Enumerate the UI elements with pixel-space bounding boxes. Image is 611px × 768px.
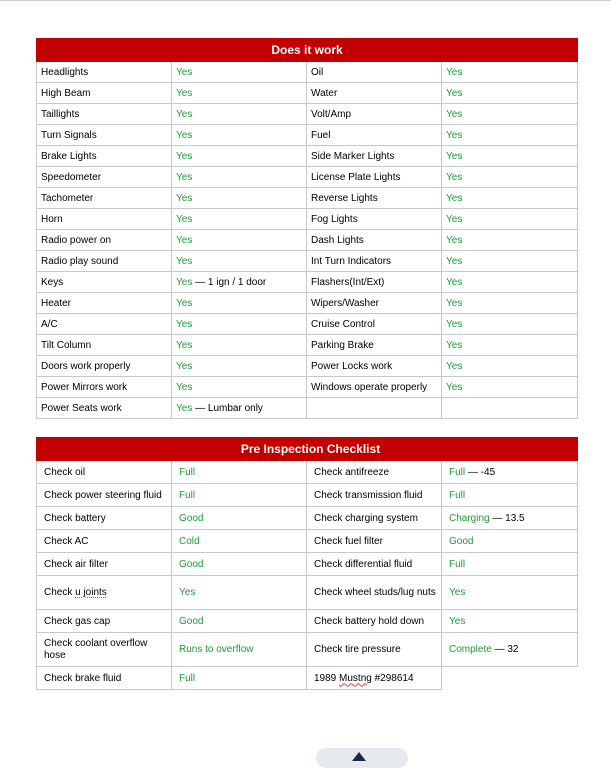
item-status: Yes xyxy=(172,146,307,167)
item-label: Water xyxy=(307,83,442,104)
check-label: Check oil xyxy=(37,461,172,484)
table-row xyxy=(37,83,578,104)
table-row xyxy=(37,104,578,125)
item-label: License Plate Lights xyxy=(307,167,442,188)
item-label: Turn Signals xyxy=(37,125,172,146)
table-row xyxy=(37,125,578,146)
item-label: Heater xyxy=(37,293,172,314)
check-result: Yes xyxy=(442,576,578,610)
pre-inspection-title: Pre Inspection Checklist xyxy=(37,438,578,461)
table-row xyxy=(37,633,578,667)
item-note: — 1 ign / 1 door xyxy=(192,276,267,288)
check-label: Check battery xyxy=(37,507,172,530)
item-label: High Beam xyxy=(37,83,172,104)
table-row xyxy=(37,610,578,633)
item-label: Wipers/Washer xyxy=(307,293,442,314)
item-status: Yes xyxy=(172,125,307,146)
item-status: Yes xyxy=(442,146,578,167)
check-result: Good xyxy=(172,507,307,530)
check-result: Yes xyxy=(442,610,578,633)
check-result: Full xyxy=(172,667,307,690)
table-row xyxy=(37,461,578,484)
item-status: Yes xyxy=(442,293,578,314)
table-row xyxy=(37,530,578,553)
item-status: Yes xyxy=(172,104,307,125)
vehicle-number: #298614 xyxy=(371,672,414,684)
item-label: Oil xyxy=(307,62,442,83)
check-label: Check battery hold down xyxy=(307,610,442,633)
item-status: Yes xyxy=(172,335,307,356)
item-label: Radio power on xyxy=(37,230,172,251)
does-it-work-title: Does it work xyxy=(37,39,578,62)
empty-cell xyxy=(442,667,578,690)
item-status: Yes xyxy=(442,188,578,209)
item-status: Yes xyxy=(172,293,307,314)
table-row xyxy=(37,507,578,530)
item-status: Yes xyxy=(442,83,578,104)
table-row xyxy=(37,314,578,335)
item-status: Yes xyxy=(442,272,578,293)
check-result-cell xyxy=(442,507,578,530)
table-row xyxy=(37,230,578,251)
check-label: Check differential fluid xyxy=(307,553,442,576)
table-row xyxy=(37,146,578,167)
table-row xyxy=(37,167,578,188)
table-row xyxy=(37,293,578,314)
item-label: Tilt Column xyxy=(37,335,172,356)
table-row xyxy=(37,272,578,293)
check-label: Check tire pressure xyxy=(307,633,442,667)
item-status: Yes xyxy=(442,209,578,230)
check-result: Complete xyxy=(449,644,492,655)
item-label: Speedometer xyxy=(37,167,172,188)
item-label: Doors work properly xyxy=(37,356,172,377)
table-row xyxy=(37,398,578,419)
table-row xyxy=(37,576,578,610)
item-label: Fuel xyxy=(307,125,442,146)
item-status: Yes xyxy=(442,335,578,356)
table-row xyxy=(37,356,578,377)
table-row xyxy=(37,62,578,83)
check-label: Check fuel filter xyxy=(307,530,442,553)
item-label: Keys xyxy=(37,272,172,293)
item-status: Yes xyxy=(172,62,307,83)
pre-inspection-table xyxy=(36,437,578,690)
item-status: Yes xyxy=(172,209,307,230)
item-label: Side Marker Lights xyxy=(307,146,442,167)
check-result-cell xyxy=(442,461,578,484)
item-label: Headlights xyxy=(37,62,172,83)
item-label: A/C xyxy=(37,314,172,335)
check-label: Check gas cap xyxy=(37,610,172,633)
check-label: Check coolant overflow hose xyxy=(37,633,172,667)
table-row xyxy=(37,188,578,209)
table-row xyxy=(37,209,578,230)
item-status: Yes xyxy=(172,356,307,377)
check-result: Good xyxy=(172,610,307,633)
check-result: Good xyxy=(442,530,578,553)
check-result-cell xyxy=(442,633,578,667)
item-label: Int Turn Indicators xyxy=(307,251,442,272)
check-note: — -45 xyxy=(465,466,496,478)
check-label: Check charging system xyxy=(307,507,442,530)
item-label xyxy=(307,398,442,419)
item-status: Yes xyxy=(442,251,578,272)
does-it-work-table xyxy=(36,38,578,419)
check-result: Full xyxy=(449,466,466,478)
item-status: Yes xyxy=(442,167,578,188)
check-label: Check xyxy=(44,587,76,598)
item-label: Parking Brake xyxy=(307,335,442,356)
item-status: Yes xyxy=(442,314,578,335)
item-label: Horn xyxy=(37,209,172,230)
check-label: Check air filter xyxy=(37,553,172,576)
spellcheck-word: Mustng xyxy=(339,672,372,684)
item-label: Volt/Amp xyxy=(307,104,442,125)
item-status: Yes xyxy=(442,377,578,398)
check-result: Charging xyxy=(449,512,490,524)
vehicle-year: 1989 xyxy=(314,672,340,684)
item-label: Dash Lights xyxy=(307,230,442,251)
check-label: Check wheel studs/lug nuts xyxy=(307,576,442,610)
item-status: Yes xyxy=(172,167,307,188)
check-note: — 32 xyxy=(491,644,519,655)
item-label: Power Mirrors work xyxy=(37,377,172,398)
check-result: Runs to overflow xyxy=(172,633,307,667)
item-label: Flashers(Int/Ext) xyxy=(307,272,442,293)
item-status: Yes xyxy=(172,314,307,335)
item-status: Yes xyxy=(176,402,193,414)
item-label: Fog Lights xyxy=(307,209,442,230)
table-row xyxy=(37,667,578,690)
item-status: Yes xyxy=(172,230,307,251)
check-label: Check power steering fluid xyxy=(37,484,172,507)
item-status: Yes xyxy=(442,62,578,83)
item-status: Yes xyxy=(442,125,578,146)
item-status-cell xyxy=(172,398,307,419)
item-label: Radio play sound xyxy=(37,251,172,272)
item-status-cell xyxy=(172,272,307,293)
item-status: Yes xyxy=(176,276,193,288)
item-status: Yes xyxy=(172,83,307,104)
item-note: — Lumbar only xyxy=(192,402,263,414)
check-label: Check antifreeze xyxy=(307,461,442,484)
table-row xyxy=(37,335,578,356)
check-result: Full xyxy=(442,484,578,507)
item-status: Yes xyxy=(172,377,307,398)
item-label: Power Seats work xyxy=(37,398,172,419)
check-result: Full xyxy=(172,484,307,507)
table-row xyxy=(37,251,578,272)
check-label: Check AC xyxy=(37,530,172,553)
item-label: Taillights xyxy=(37,104,172,125)
check-result: Full xyxy=(172,461,307,484)
check-label: Check brake fluid xyxy=(37,667,172,690)
item-label: Power Locks work xyxy=(307,356,442,377)
item-label: Brake Lights xyxy=(37,146,172,167)
item-status: Yes xyxy=(172,251,307,272)
item-label: Windows operate properly xyxy=(307,377,442,398)
check-label-cell xyxy=(37,576,172,610)
check-result: Yes xyxy=(172,576,307,610)
item-label: Cruise Control xyxy=(307,314,442,335)
vehicle-id-cell xyxy=(307,667,442,690)
check-result: Good xyxy=(172,553,307,576)
table-row xyxy=(37,377,578,398)
item-label: Tachometer xyxy=(37,188,172,209)
check-note: — 13.5 xyxy=(489,512,525,524)
item-status: Yes xyxy=(442,356,578,377)
item-label: Reverse Lights xyxy=(307,188,442,209)
item-status: Yes xyxy=(442,230,578,251)
item-status xyxy=(442,398,578,419)
check-result: Cold xyxy=(172,530,307,553)
spellcheck-word: u joints xyxy=(75,587,107,598)
item-status: Yes xyxy=(442,104,578,125)
table-row xyxy=(37,553,578,576)
table-row xyxy=(37,484,578,507)
item-status: Yes xyxy=(172,188,307,209)
check-label: Check transmission fluid xyxy=(307,484,442,507)
top-divider xyxy=(0,0,611,1)
check-result: Full xyxy=(442,553,578,576)
